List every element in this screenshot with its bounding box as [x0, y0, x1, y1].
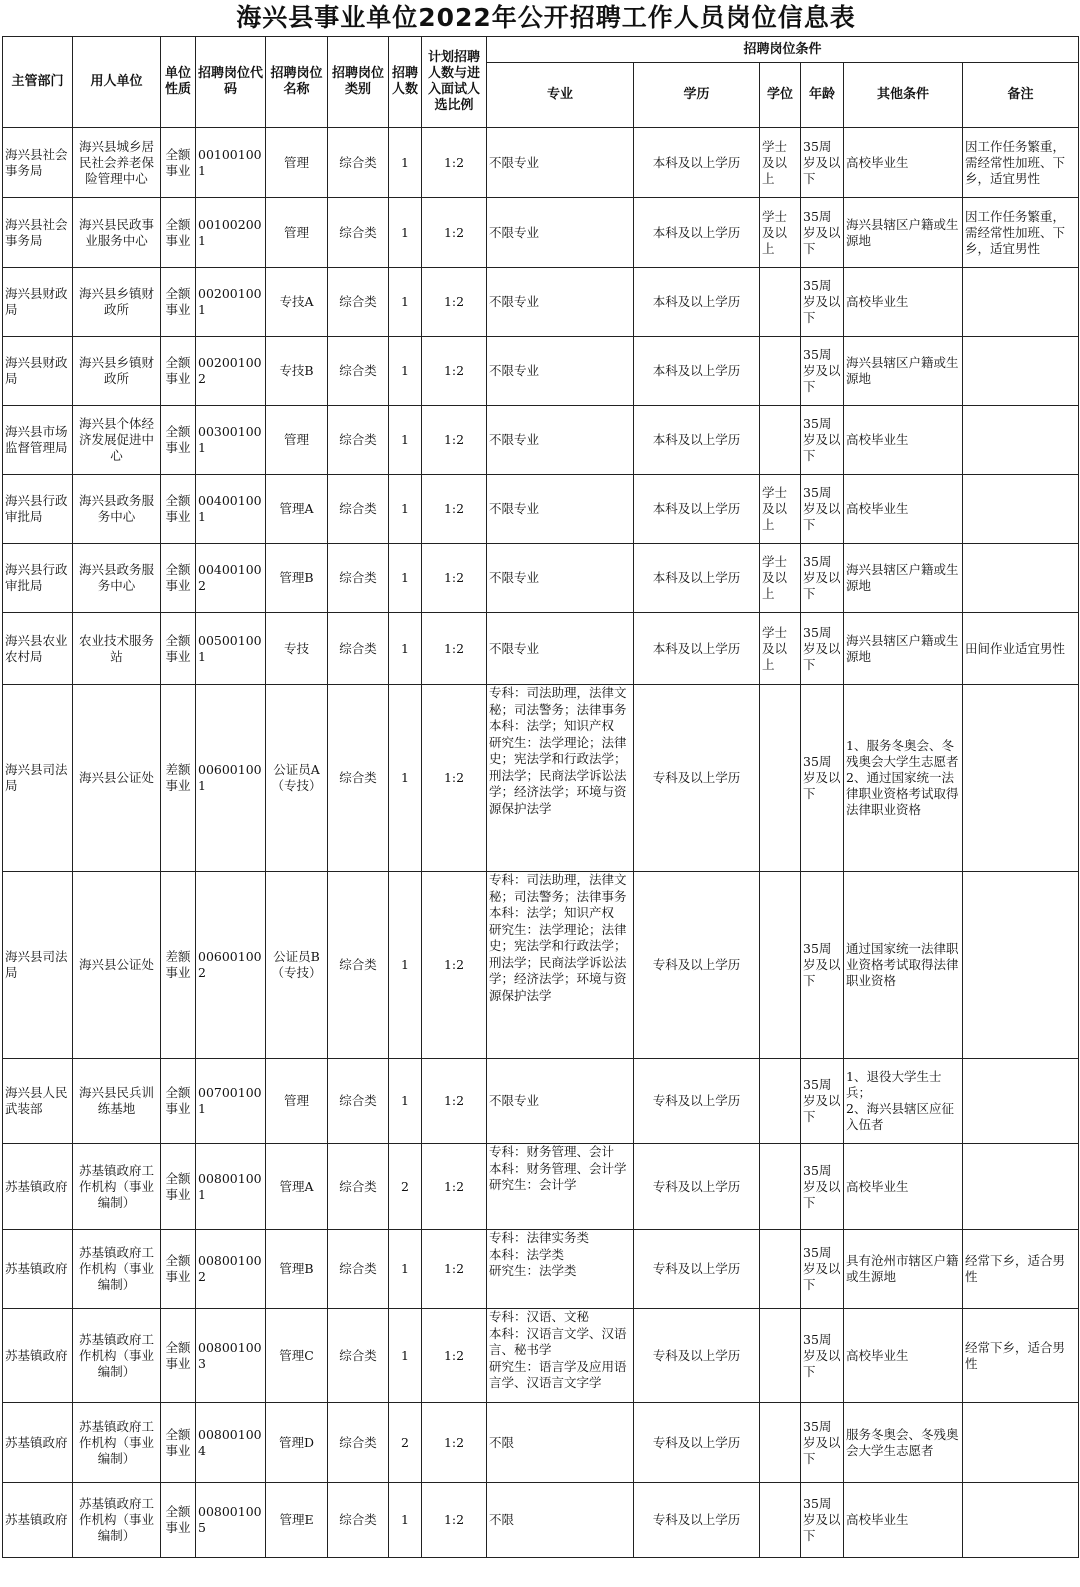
- cell-post-name: 公证员B（专技）: [266, 872, 328, 1059]
- cell-other: 高校毕业生: [844, 1483, 963, 1558]
- cell-other: 具有沧州市辖区户籍或生源地: [844, 1230, 963, 1309]
- header-post-name: 招聘岗位名称: [266, 37, 328, 128]
- cell-dept: 海兴县农业农村局: [3, 613, 73, 685]
- cell-degree: 学士及以上: [760, 198, 801, 268]
- header-category: 招聘岗位类别: [328, 37, 389, 128]
- header-edu: 学历: [634, 63, 760, 128]
- cell-category: 综合类: [328, 1059, 389, 1144]
- cell-count: 1: [389, 1230, 422, 1309]
- table-row: [3, 1059, 1079, 1144]
- cell-age: 35周岁及以下: [801, 1309, 844, 1403]
- cell-nature: 全额事业: [161, 1144, 196, 1230]
- cell-degree: [760, 1403, 801, 1483]
- cell-code: 008001003: [196, 1309, 266, 1403]
- cell-post-name: 管理: [266, 198, 328, 268]
- cell-code: 002001001: [196, 268, 266, 337]
- cell-edu: 专科及以上学历: [634, 872, 760, 1059]
- cell-unit: 海兴县民兵训练基地: [73, 1059, 161, 1144]
- table-row: [3, 613, 1079, 685]
- cell-count: 1: [389, 128, 422, 198]
- cell-nature: 全额事业: [161, 128, 196, 198]
- cell-category: 综合类: [328, 128, 389, 198]
- cell-nature: 全额事业: [161, 475, 196, 544]
- cell-unit: 苏基镇政府工作机构（事业编制）: [73, 1309, 161, 1403]
- cell-post-name: 管理: [266, 128, 328, 198]
- cell-count: 2: [389, 1144, 422, 1230]
- cell-unit: 海兴县乡镇财政所: [73, 337, 161, 406]
- cell-nature: 全额事业: [161, 1483, 196, 1558]
- cell-age: 35周岁及以下: [801, 475, 844, 544]
- cell-count: 1: [389, 337, 422, 406]
- cell-note: 因工作任务繁重，需经常性加班、下乡，适宜男性: [963, 128, 1079, 198]
- cell-ratio: 1:2: [422, 1309, 487, 1403]
- cell-post-name: 管理B: [266, 544, 328, 613]
- cell-category: 综合类: [328, 337, 389, 406]
- cell-dept: 苏基镇政府: [3, 1230, 73, 1309]
- header-dept: 主管部门: [3, 37, 73, 128]
- cell-degree: 学士及以上: [760, 475, 801, 544]
- cell-major: 不限: [487, 1483, 634, 1558]
- cell-edu: 本科及以上学历: [634, 544, 760, 613]
- cell-ratio: 1:2: [422, 1483, 487, 1558]
- cell-note: 田间作业适宜男性: [963, 613, 1079, 685]
- cell-degree: [760, 1483, 801, 1558]
- cell-note: [963, 544, 1079, 613]
- cell-note: [963, 1059, 1079, 1144]
- cell-post-name: 公证员A（专技）: [266, 685, 328, 872]
- cell-code: 008001002: [196, 1230, 266, 1309]
- cell-category: 综合类: [328, 1230, 389, 1309]
- cell-age: 35周岁及以下: [801, 872, 844, 1059]
- cell-count: 1: [389, 198, 422, 268]
- cell-major: 不限专业: [487, 544, 634, 613]
- cell-ratio: 1:2: [422, 406, 487, 475]
- cell-nature: 全额事业: [161, 1309, 196, 1403]
- cell-other: 服务冬奥会、冬残奥会大学生志愿者: [844, 1403, 963, 1483]
- cell-post-name: 管理D: [266, 1403, 328, 1483]
- cell-major: 不限专业: [487, 475, 634, 544]
- cell-unit: 海兴县公证处: [73, 872, 161, 1059]
- cell-post-name: 管理E: [266, 1483, 328, 1558]
- cell-dept: 海兴县社会事务局: [3, 128, 73, 198]
- cell-note: [963, 406, 1079, 475]
- cell-edu: 专科及以上学历: [634, 1403, 760, 1483]
- cell-ratio: 1:2: [422, 1144, 487, 1230]
- cell-edu: 专科及以上学历: [634, 1483, 760, 1558]
- header-note: 备注: [963, 63, 1079, 128]
- cell-code: 006001002: [196, 872, 266, 1059]
- header-conditions: 招聘岗位条件: [487, 37, 1079, 63]
- table-row: [3, 268, 1079, 337]
- positions-table: [2, 36, 1079, 1558]
- cell-unit: 海兴县民政事业服务中心: [73, 198, 161, 268]
- cell-edu: 本科及以上学历: [634, 128, 760, 198]
- cell-post-name: 专技A: [266, 268, 328, 337]
- header-nature: 单位性质: [161, 37, 196, 128]
- cell-other: 海兴县辖区户籍或生源地: [844, 544, 963, 613]
- cell-nature: 差额事业: [161, 872, 196, 1059]
- cell-post-name: 管理: [266, 406, 328, 475]
- cell-count: 1: [389, 1059, 422, 1144]
- cell-category: 综合类: [328, 872, 389, 1059]
- cell-degree: [760, 337, 801, 406]
- cell-age: 35周岁及以下: [801, 685, 844, 872]
- header-count: 招聘人数: [389, 37, 422, 128]
- cell-major: 不限专业: [487, 198, 634, 268]
- cell-code: 004001002: [196, 544, 266, 613]
- cell-category: 综合类: [328, 475, 389, 544]
- cell-unit: 苏基镇政府工作机构（事业编制）: [73, 1144, 161, 1230]
- cell-unit: 苏基镇政府工作机构（事业编制）: [73, 1483, 161, 1558]
- cell-age: 35周岁及以下: [801, 198, 844, 268]
- cell-dept: 苏基镇政府: [3, 1483, 73, 1558]
- cell-degree: 学士及以上: [760, 544, 801, 613]
- cell-count: 1: [389, 872, 422, 1059]
- cell-dept: 苏基镇政府: [3, 1309, 73, 1403]
- cell-count: 1: [389, 613, 422, 685]
- cell-age: 35周岁及以下: [801, 1144, 844, 1230]
- cell-post-name: 专技: [266, 613, 328, 685]
- cell-degree: [760, 1309, 801, 1403]
- cell-major: 不限专业: [487, 268, 634, 337]
- table-row: [3, 1309, 1079, 1403]
- cell-major: 不限: [487, 1403, 634, 1483]
- cell-note: [963, 475, 1079, 544]
- cell-ratio: 1:2: [422, 685, 487, 872]
- cell-count: 1: [389, 544, 422, 613]
- header-other: 其他条件: [844, 63, 963, 128]
- cell-major: 专科：财务管理、会计 本科：财务管理、会计学 研究生：会计学: [487, 1144, 634, 1230]
- cell-post-name: 管理A: [266, 1144, 328, 1230]
- cell-major: 不限专业: [487, 128, 634, 198]
- cell-count: 1: [389, 406, 422, 475]
- cell-major: 不限专业: [487, 1059, 634, 1144]
- cell-nature: 全额事业: [161, 613, 196, 685]
- cell-nature: 全额事业: [161, 1059, 196, 1144]
- header-code: 招聘岗位代码: [196, 37, 266, 128]
- header-unit: 用人单位: [73, 37, 161, 128]
- cell-dept: 海兴县行政审批局: [3, 475, 73, 544]
- cell-edu: 专科及以上学历: [634, 1230, 760, 1309]
- table-row: [3, 1483, 1079, 1558]
- cell-post-name: 管理C: [266, 1309, 328, 1403]
- cell-nature: 全额事业: [161, 337, 196, 406]
- table-row: [3, 406, 1079, 475]
- cell-count: 1: [389, 1483, 422, 1558]
- cell-edu: 本科及以上学历: [634, 268, 760, 337]
- cell-unit: 海兴县城乡居民社会养老保险管理中心: [73, 128, 161, 198]
- cell-degree: 学士及以上: [760, 613, 801, 685]
- cell-code: 008001005: [196, 1483, 266, 1558]
- cell-unit: 海兴县乡镇财政所: [73, 268, 161, 337]
- cell-code: 003001001: [196, 406, 266, 475]
- cell-ratio: 1:2: [422, 1059, 487, 1144]
- cell-post-name: 专技B: [266, 337, 328, 406]
- cell-major: 不限专业: [487, 406, 634, 475]
- cell-edu: 专科及以上学历: [634, 685, 760, 872]
- cell-code: 004001001: [196, 475, 266, 544]
- cell-major: 不限专业: [487, 613, 634, 685]
- cell-degree: [760, 685, 801, 872]
- cell-category: 综合类: [328, 1403, 389, 1483]
- cell-age: 35周岁及以下: [801, 544, 844, 613]
- cell-dept: 苏基镇政府: [3, 1144, 73, 1230]
- cell-note: 因工作任务繁重，需经常性加班、下乡，适宜男性: [963, 198, 1079, 268]
- page-title: 海兴县事业单位2022年公开招聘工作人员岗位信息表: [236, 3, 856, 32]
- cell-unit: 苏基镇政府工作机构（事业编制）: [73, 1403, 161, 1483]
- cell-degree: [760, 406, 801, 475]
- cell-major: 专科：法律实务类 本科：法学类 研究生：法学类: [487, 1230, 634, 1309]
- cell-count: 1: [389, 268, 422, 337]
- cell-edu: 本科及以上学历: [634, 475, 760, 544]
- cell-degree: 学士及以上: [760, 128, 801, 198]
- table-row: [3, 128, 1079, 198]
- cell-ratio: 1:2: [422, 128, 487, 198]
- cell-edu: 本科及以上学历: [634, 198, 760, 268]
- cell-code: 006001001: [196, 685, 266, 872]
- cell-other: 高校毕业生: [844, 268, 963, 337]
- cell-category: 综合类: [328, 406, 389, 475]
- cell-dept: 海兴县财政局: [3, 337, 73, 406]
- cell-unit: 海兴县政务服务中心: [73, 475, 161, 544]
- cell-category: 综合类: [328, 613, 389, 685]
- cell-note: [963, 337, 1079, 406]
- cell-unit: 苏基镇政府工作机构（事业编制）: [73, 1230, 161, 1309]
- cell-note: 经常下乡，适合男性: [963, 1309, 1079, 1403]
- cell-dept: 海兴县人民武装部: [3, 1059, 73, 1144]
- cell-note: [963, 1403, 1079, 1483]
- cell-code: 008001001: [196, 1144, 266, 1230]
- cell-ratio: 1:2: [422, 1230, 487, 1309]
- header-ratio: 计划招聘人数与进入面试人选比例: [422, 37, 487, 128]
- cell-post-name: 管理: [266, 1059, 328, 1144]
- cell-post-name: 管理B: [266, 1230, 328, 1309]
- cell-ratio: 1:2: [422, 872, 487, 1059]
- cell-count: 1: [389, 475, 422, 544]
- cell-other: 1、服务冬奥会、冬残奥会大学生志愿者 2、通过国家统一法律职业资格考试取得法律职业资格: [844, 685, 963, 872]
- cell-other: 高校毕业生: [844, 1144, 963, 1230]
- cell-category: 综合类: [328, 544, 389, 613]
- cell-code: 005001001: [196, 613, 266, 685]
- cell-age: 35周岁及以下: [801, 1230, 844, 1309]
- cell-age: 35周岁及以下: [801, 613, 844, 685]
- cell-major: 专科：司法助理，法律文秘；司法警务；法律事务 本科：法学；知识产权 研究生：法学理论；法律史；宪法学和行政法学；刑法学；民商法学诉讼法学；经济法学；环境与资源保护法学: [487, 685, 634, 872]
- cell-count: 1: [389, 1309, 422, 1403]
- cell-major: 不限专业: [487, 337, 634, 406]
- cell-age: 35周岁及以下: [801, 128, 844, 198]
- cell-ratio: 1:2: [422, 198, 487, 268]
- table-row: [3, 475, 1079, 544]
- cell-other: 海兴县辖区户籍或生源地: [844, 198, 963, 268]
- cell-dept: 海兴县财政局: [3, 268, 73, 337]
- cell-age: 35周岁及以下: [801, 1483, 844, 1558]
- table-row: [3, 1230, 1079, 1309]
- cell-category: 综合类: [328, 1309, 389, 1403]
- header-age: 年龄: [801, 63, 844, 128]
- cell-degree: [760, 268, 801, 337]
- cell-edu: 本科及以上学历: [634, 337, 760, 406]
- cell-age: 35周岁及以下: [801, 1403, 844, 1483]
- cell-unit: 海兴县个体经济发展促进中心: [73, 406, 161, 475]
- cell-age: 35周岁及以下: [801, 1059, 844, 1144]
- cell-degree: [760, 1230, 801, 1309]
- cell-degree: [760, 872, 801, 1059]
- cell-major: 专科：司法助理，法律文秘；司法警务；法律事务 本科：法学；知识产权 研究生：法学理论；法律史；宪法学和行政法学；刑法学；民商法学诉讼法学；经济法学；环境与资源保护法学: [487, 872, 634, 1059]
- header-degree: 学位: [760, 63, 801, 128]
- cell-ratio: 1:2: [422, 544, 487, 613]
- cell-edu: 专科及以上学历: [634, 1309, 760, 1403]
- cell-nature: 差额事业: [161, 685, 196, 872]
- table-row: [3, 544, 1079, 613]
- cell-other: 高校毕业生: [844, 406, 963, 475]
- cell-note: 经常下乡，适合男性: [963, 1230, 1079, 1309]
- cell-note: [963, 1483, 1079, 1558]
- cell-other: 海兴县辖区户籍或生源地: [844, 337, 963, 406]
- cell-other: 高校毕业生: [844, 475, 963, 544]
- cell-nature: 全额事业: [161, 1403, 196, 1483]
- cell-unit: 农业技术服务站: [73, 613, 161, 685]
- table-row: [3, 198, 1079, 268]
- cell-ratio: 1:2: [422, 268, 487, 337]
- cell-category: 综合类: [328, 198, 389, 268]
- table-row: [3, 1403, 1079, 1483]
- cell-degree: [760, 1059, 801, 1144]
- cell-major: 专科：汉语、文秘 本科：汉语言文学、汉语言、秘书学 研究生：语言学及应用语言学、汉语言文字学: [487, 1309, 634, 1403]
- cell-code: 007001001: [196, 1059, 266, 1144]
- cell-other: 海兴县辖区户籍或生源地: [844, 613, 963, 685]
- cell-dept: 海兴县司法局: [3, 685, 73, 872]
- cell-category: 综合类: [328, 268, 389, 337]
- cell-note: [963, 1144, 1079, 1230]
- cell-age: 35周岁及以下: [801, 268, 844, 337]
- cell-nature: 全额事业: [161, 268, 196, 337]
- cell-ratio: 1:2: [422, 1403, 487, 1483]
- cell-note: [963, 872, 1079, 1059]
- cell-ratio: 1:2: [422, 475, 487, 544]
- table-row: [3, 872, 1079, 1059]
- cell-age: 35周岁及以下: [801, 337, 844, 406]
- table-row: [3, 337, 1079, 406]
- cell-ratio: 1:2: [422, 613, 487, 685]
- cell-post-name: 管理A: [266, 475, 328, 544]
- cell-ratio: 1:2: [422, 337, 487, 406]
- cell-count: 2: [389, 1403, 422, 1483]
- table-row: [3, 1144, 1079, 1230]
- cell-dept: 海兴县市场监督管理局: [3, 406, 73, 475]
- cell-other: 高校毕业生: [844, 128, 963, 198]
- cell-other: 通过国家统一法律职业资格考试取得法律职业资格: [844, 872, 963, 1059]
- cell-unit: 海兴县公证处: [73, 685, 161, 872]
- cell-unit: 海兴县政务服务中心: [73, 544, 161, 613]
- cell-dept: 苏基镇政府: [3, 1403, 73, 1483]
- cell-dept: 海兴县社会事务局: [3, 198, 73, 268]
- cell-code: 001002001: [196, 198, 266, 268]
- cell-age: 35周岁及以下: [801, 406, 844, 475]
- table-body: [3, 128, 1079, 1558]
- cell-dept: 海兴县司法局: [3, 872, 73, 1059]
- cell-category: 综合类: [328, 685, 389, 872]
- cell-note: [963, 685, 1079, 872]
- cell-dept: 海兴县行政审批局: [3, 544, 73, 613]
- cell-nature: 全额事业: [161, 198, 196, 268]
- cell-category: 综合类: [328, 1144, 389, 1230]
- cell-degree: [760, 1144, 801, 1230]
- cell-count: 1: [389, 685, 422, 872]
- cell-edu: 专科及以上学历: [634, 1144, 760, 1230]
- cell-code: 002001002: [196, 337, 266, 406]
- cell-edu: 本科及以上学历: [634, 613, 760, 685]
- table-row: [3, 685, 1079, 872]
- cell-edu: 本科及以上学历: [634, 406, 760, 475]
- cell-edu: 专科及以上学历: [634, 1059, 760, 1144]
- cell-note: [963, 268, 1079, 337]
- header-major: 专业: [487, 63, 634, 128]
- cell-category: 综合类: [328, 1483, 389, 1558]
- cell-code: 001001001: [196, 128, 266, 198]
- cell-other: 高校毕业生: [844, 1309, 963, 1403]
- cell-code: 008001004: [196, 1403, 266, 1483]
- cell-nature: 全额事业: [161, 1230, 196, 1309]
- cell-nature: 全额事业: [161, 544, 196, 613]
- cell-nature: 全额事业: [161, 406, 196, 475]
- cell-other: 1、退役大学生士兵； 2、海兴县辖区应征入伍者: [844, 1059, 963, 1144]
